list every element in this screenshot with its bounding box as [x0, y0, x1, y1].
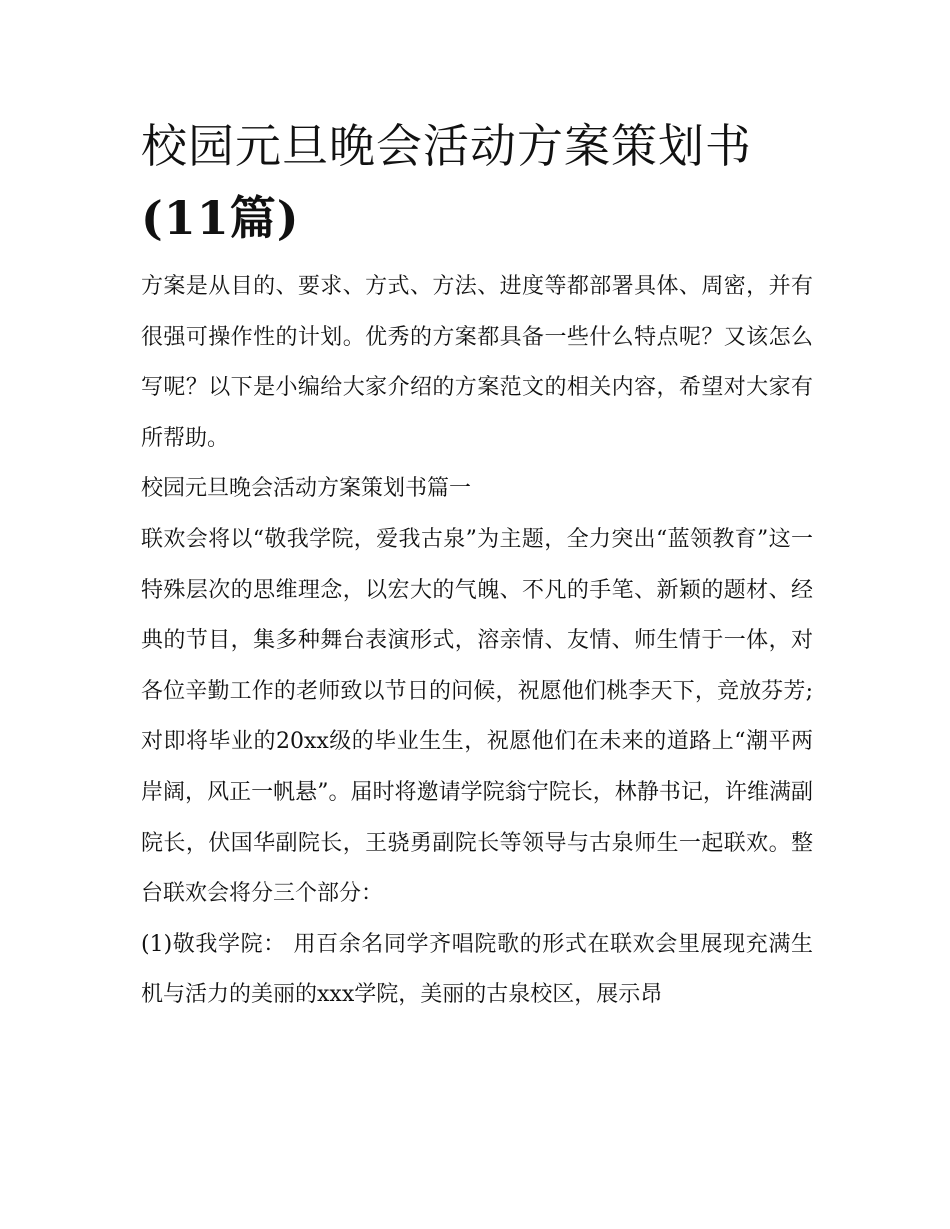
- body-paragraph: 联欢会将以“敬我学院，爱我古泉”为主题，全力突出“蓝领教育”这一特殊层次的思维理念，以宏大的气魄、不凡的手笔、新颖的题材、经典的节目，集多种舞台表演形式，溶亲情、友情、师生情于一体，对各位辛勤工作的老师致以节日的问候，祝愿他们桃李天下，竞放芬芳;对即将毕业的20xx级的毕业生生，祝愿他们在未来的道路上“潮平两岸阔，风正一帆悬”。届时将邀请学院翁宁院长，林静书记，许维满副院长，伏国华副院长，王骁勇副院长等领导与古泉师生一起联欢。整台联欢会将分三个部分：: [141, 526, 813, 907]
- section-heading: 校园元旦晚会活动方案策划书篇一: [141, 476, 472, 502]
- title-line-1: 校园元旦晚会活动方案策划书: [141, 119, 752, 173]
- intro-paragraph: 方案是从目的、要求、方式、方法、进度等都部署具体、周密，并有很强可操作性的计划。优秀的方案都具备一些什么特点呢？又该怎么写呢？以下是小编给大家介绍的方案范文的相关内容，希望对大家有所帮助。: [141, 274, 813, 451]
- document-body: [141, 262, 813, 1021]
- body-paragraph: (1)敬我学院： 用百余名同学齐唱院歌的形式在联欢会里展现充满生机与活力的美丽的xxx学院，美丽的古泉校区，展示昂: [141, 931, 813, 1008]
- title-line-2: (11篇): [141, 191, 300, 245]
- document-content: [141, 110, 813, 1021]
- document-title: [141, 110, 813, 254]
